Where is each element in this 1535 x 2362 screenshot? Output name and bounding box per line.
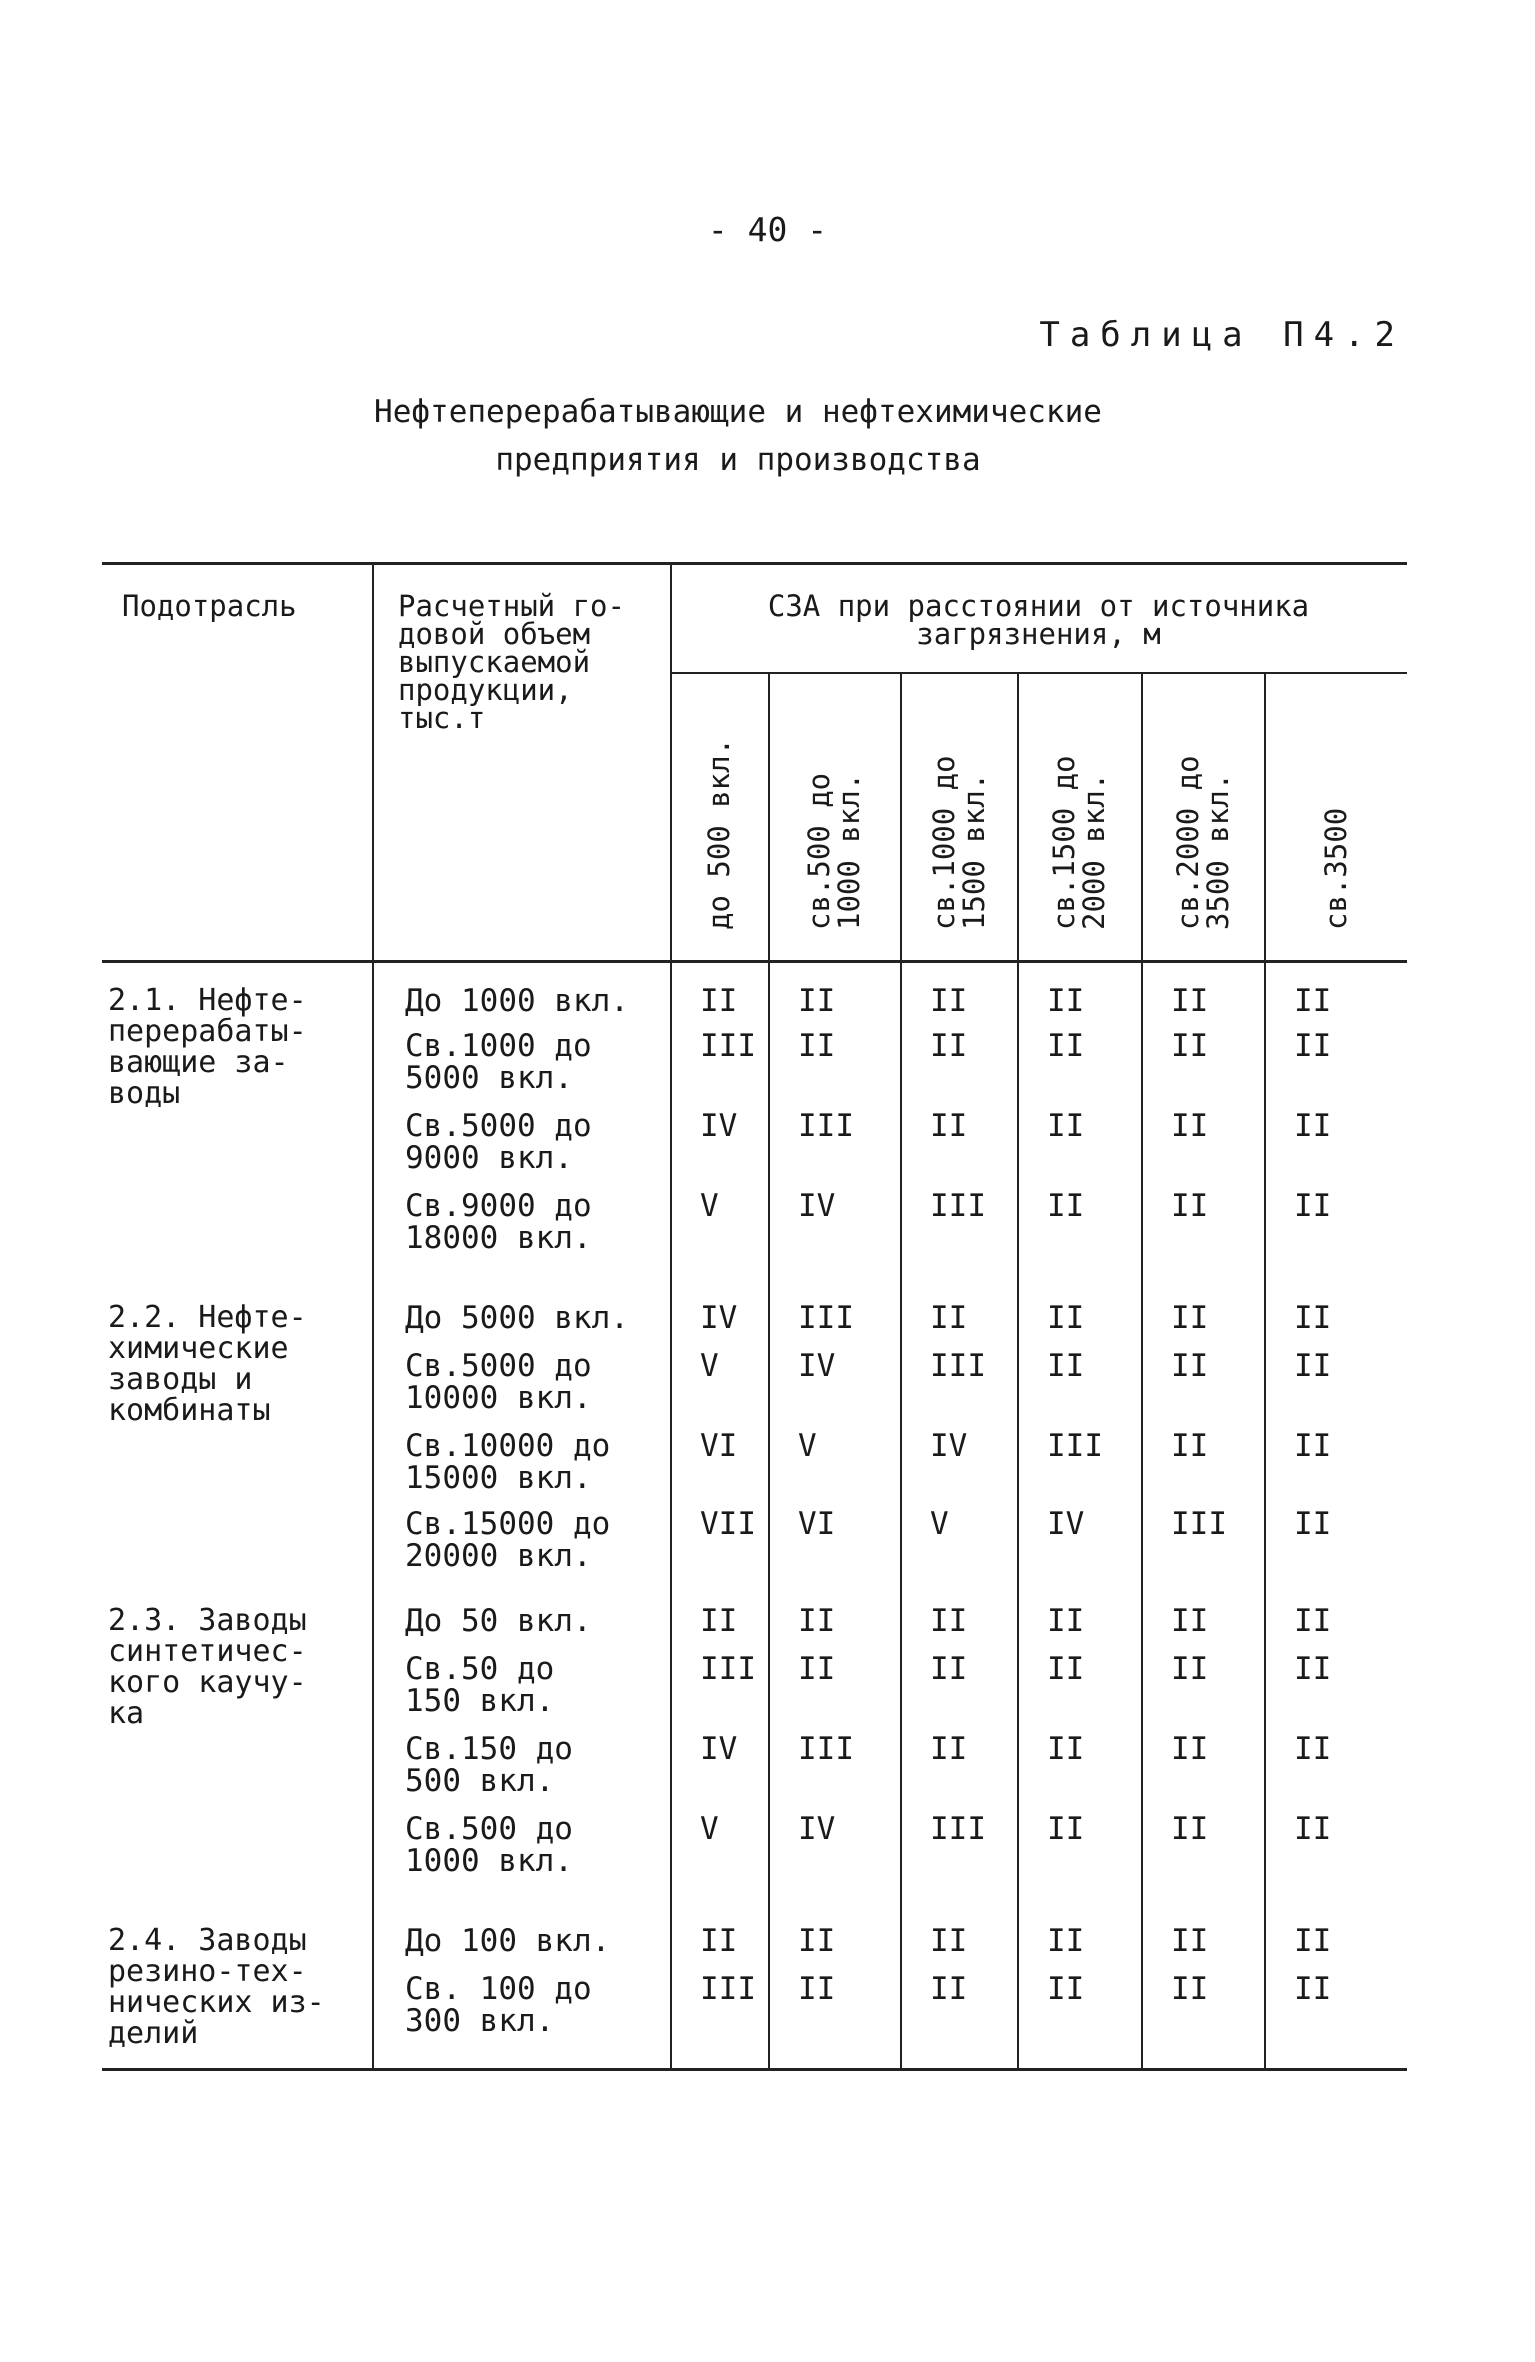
hazard-class-cell: IV xyxy=(700,1108,738,1144)
hazard-class-cell: II xyxy=(700,1923,738,1959)
hazard-class-cell: II xyxy=(798,1923,836,1959)
hazard-class-cell: II xyxy=(1171,1811,1209,1847)
hazard-class-cell: II xyxy=(700,983,738,1019)
hazard-class-cell: II xyxy=(700,1603,738,1639)
hazard-class-cell: II xyxy=(1047,1651,1085,1687)
header-sza xyxy=(670,589,1407,651)
header-volume-line: довой объем xyxy=(398,617,591,651)
table-label: Таблица П4.2 xyxy=(1039,315,1405,355)
header-volume-line: Расчетный го- xyxy=(398,589,625,623)
subsector-name-line: перерабаты- xyxy=(108,1014,307,1049)
hazard-class-cell: II xyxy=(798,1651,836,1687)
hazard-class-cell: III xyxy=(798,1300,854,1336)
volume-cell xyxy=(405,1733,675,1797)
volume-line: 150 вкл. xyxy=(405,1683,555,1719)
header-distance-line: 3500 вкл. xyxy=(1200,772,1235,930)
header-distance-line: св.1000 до xyxy=(926,755,961,930)
hazard-class-cell: II xyxy=(1294,1428,1332,1464)
hazard-class-cell: II xyxy=(1294,1300,1332,1336)
hazard-class-cell: III xyxy=(700,1028,756,1064)
hazard-class-cell: II xyxy=(1047,1300,1085,1336)
header-distance-line: 1000 вкл. xyxy=(832,772,866,930)
subsector-name xyxy=(108,1302,363,1426)
header-bottom-rule xyxy=(102,960,1407,963)
hazard-class-cell: II xyxy=(1171,1348,1209,1384)
hazard-class-cell: II xyxy=(930,1923,968,1959)
hazard-class-cell: III xyxy=(930,1348,986,1384)
header-subsector: Подотрасль xyxy=(122,589,297,623)
hazard-class-cell: II xyxy=(1294,1651,1332,1687)
volume-line: До 50 вкл. xyxy=(405,1603,592,1639)
table-title-line: Нефтеперерабатывающие и нефтехимические xyxy=(374,394,1102,430)
header-sza-line: загрязнения, м xyxy=(916,617,1161,651)
volume-cell xyxy=(405,1973,675,2037)
header-distance-line: 2000 вкл. xyxy=(1077,772,1111,930)
hazard-class-cell: II xyxy=(1047,1603,1085,1639)
column-divider xyxy=(1141,672,1143,2068)
volume-line: 10000 вкл. xyxy=(405,1380,592,1416)
hazard-class-cell: II xyxy=(1294,1108,1332,1144)
volume-line: Св.1000 до xyxy=(405,1028,592,1064)
hazard-class-cell: VI xyxy=(700,1428,738,1464)
subsector-name-line: ка xyxy=(108,1696,145,1731)
hazard-class-cell: II xyxy=(930,1731,968,1767)
volume-line: До 1000 вкл. xyxy=(405,983,629,1019)
header-distance xyxy=(804,773,864,930)
hazard-class-cell: III xyxy=(930,1811,986,1847)
hazard-class-cell: V xyxy=(700,1188,719,1224)
volume-line: До 100 вкл. xyxy=(405,1923,611,1959)
header-distance-line: св.1500 до xyxy=(1047,755,1081,930)
volume-cell xyxy=(405,1508,675,1572)
header-volume-line: продукции, xyxy=(398,673,573,707)
hazard-class-cell: II xyxy=(1294,983,1332,1019)
hazard-class-cell: II xyxy=(930,1300,968,1336)
hazard-class-cell: III xyxy=(1171,1506,1227,1542)
volume-cell xyxy=(405,1653,675,1717)
hazard-class-cell: V xyxy=(700,1348,719,1384)
hazard-class-cell: II xyxy=(1171,1651,1209,1687)
header-distance xyxy=(926,755,991,930)
subsector-name-line: 2.4. Заводы xyxy=(108,1923,307,1958)
volume-line: Св.15000 до xyxy=(405,1506,611,1542)
subsector-name-line: комбинаты xyxy=(108,1393,271,1428)
header-distance xyxy=(1318,807,1353,930)
hazard-class-cell: II xyxy=(930,983,968,1019)
hazard-class-cell: II xyxy=(1047,1731,1085,1767)
header-distance-line: св.2000 до xyxy=(1170,755,1205,930)
table-title xyxy=(0,388,1476,484)
hazard-class-cell: II xyxy=(930,1651,968,1687)
hazard-class-cell: II xyxy=(798,983,836,1019)
header-distance-line: св.3500 xyxy=(1318,807,1353,930)
subsector-name xyxy=(108,1925,363,2049)
volume-line: Св.500 до xyxy=(405,1811,573,1847)
subsector-name-line: нических из- xyxy=(108,1985,325,2020)
table-bottom-rule xyxy=(102,2068,1407,2071)
volume-line: Св.5000 до xyxy=(405,1108,592,1144)
hazard-class-cell: II xyxy=(1171,1108,1209,1144)
header-distance-line: до 500 вкл. xyxy=(702,737,736,930)
subsector-name-line: 2.3. Заводы xyxy=(108,1603,307,1638)
hazard-class-cell: III xyxy=(700,1651,756,1687)
hazard-class-cell: II xyxy=(1171,1923,1209,1959)
subsector-name-line: делий xyxy=(108,2016,199,2051)
page-number: - 40 - xyxy=(707,210,828,249)
volume-line: 1000 вкл. xyxy=(405,1843,573,1879)
header-sza-line: СЗА при расстоянии от источника xyxy=(767,589,1310,623)
subsector-name-line: воды xyxy=(108,1076,181,1111)
hazard-class-cell: II xyxy=(1047,1108,1085,1144)
hazard-class-cell: V xyxy=(798,1428,817,1464)
header-distance xyxy=(704,738,734,930)
column-divider xyxy=(768,672,770,2068)
volume-cell xyxy=(405,1190,675,1254)
hazard-class-cell: II xyxy=(1294,1188,1332,1224)
hazard-class-cell: V xyxy=(930,1506,949,1542)
hazard-class-cell: II xyxy=(1294,1348,1332,1384)
volume-line: Св.150 до xyxy=(405,1731,573,1767)
hazard-class-cell: IV xyxy=(930,1428,968,1464)
volume-line: Св.10000 до xyxy=(405,1428,611,1464)
hazard-class-cell: III xyxy=(798,1731,854,1767)
subsector-name-line: заводы и xyxy=(108,1362,253,1397)
hazard-class-cell: II xyxy=(1171,1603,1209,1639)
hazard-class-cell: II xyxy=(930,1028,968,1064)
volume-line: 5000 вкл. xyxy=(405,1060,573,1096)
volume-line: 300 вкл. xyxy=(405,2003,555,2039)
hazard-class-cell: II xyxy=(1171,983,1209,1019)
hazard-class-cell: II xyxy=(1047,1923,1085,1959)
hazard-class-cell: II xyxy=(1171,1731,1209,1767)
hazard-class-cell: II xyxy=(1171,1300,1209,1336)
hazard-class-cell: II xyxy=(1047,1348,1085,1384)
hazard-class-cell: II xyxy=(1294,1731,1332,1767)
volume-line: 500 вкл. xyxy=(405,1763,555,1799)
hazard-class-cell: II xyxy=(1294,1923,1332,1959)
table-top-rule xyxy=(102,562,1407,565)
subsector-name-line: резино-тех- xyxy=(108,1954,307,1989)
hazard-class-cell: IV xyxy=(798,1348,836,1384)
volume-line: До 5000 вкл. xyxy=(405,1300,629,1336)
subsector-name-line: 2.1. Нефте- xyxy=(108,983,307,1018)
hazard-class-cell: II xyxy=(1294,1506,1332,1542)
hazard-class-cell: II xyxy=(1047,1028,1085,1064)
hazard-class-cell: VII xyxy=(700,1506,756,1542)
hazard-class-cell: II xyxy=(1294,1028,1332,1064)
hazard-class-cell: II xyxy=(930,1971,968,2007)
subsector-name-line: вающие за- xyxy=(108,1045,289,1080)
volume-cell xyxy=(405,1813,675,1877)
table-title-line: предприятия и производства xyxy=(495,442,981,478)
hazard-class-cell: II xyxy=(798,1971,836,2007)
hazard-class-cell: II xyxy=(930,1603,968,1639)
subsector-name-line: 2.2. Нефте- xyxy=(108,1300,307,1335)
volume-cell xyxy=(405,985,675,1017)
subsector-name-line: синтетичес- xyxy=(108,1634,307,1669)
subsector-name-line: химические xyxy=(108,1331,289,1366)
volume-cell xyxy=(405,1302,675,1334)
hazard-class-cell: IV xyxy=(798,1811,836,1847)
hazard-class-cell: II xyxy=(1294,1971,1332,2007)
hazard-class-cell: V xyxy=(700,1811,719,1847)
hazard-class-cell: III xyxy=(700,1971,756,2007)
volume-line: Св.50 до xyxy=(405,1651,555,1687)
column-divider xyxy=(1017,672,1019,2068)
hazard-class-cell: II xyxy=(1171,1971,1209,2007)
hazard-class-cell: II xyxy=(1171,1428,1209,1464)
hazard-class-cell: VI xyxy=(798,1506,836,1542)
hazard-class-cell: II xyxy=(1171,1188,1209,1224)
hazard-class-cell: II xyxy=(798,1028,836,1064)
hazard-class-cell: III xyxy=(930,1188,986,1224)
header-volume-line: выпускаемой xyxy=(398,645,591,679)
header-divider-rule xyxy=(670,672,1407,674)
hazard-class-cell: II xyxy=(1294,1603,1332,1639)
header-volume-line: тыс.т xyxy=(398,701,486,735)
hazard-class-cell: II xyxy=(1047,983,1085,1019)
volume-cell xyxy=(405,1605,675,1637)
hazard-class-cell: II xyxy=(930,1108,968,1144)
hazard-class-cell: II xyxy=(1171,1028,1209,1064)
hazard-class-cell: II xyxy=(1047,1188,1085,1224)
volume-line: Св.5000 до xyxy=(405,1348,592,1384)
volume-line: Св.9000 до xyxy=(405,1188,592,1224)
volume-line: 18000 вкл. xyxy=(405,1220,592,1256)
header-distance-line: св.500 до xyxy=(802,772,836,930)
volume-cell xyxy=(405,1350,675,1414)
hazard-class-cell: IV xyxy=(700,1300,738,1336)
hazard-class-cell: II xyxy=(798,1603,836,1639)
hazard-class-cell: II xyxy=(1047,1811,1085,1847)
column-divider xyxy=(900,672,902,2068)
hazard-class-cell: III xyxy=(1047,1428,1103,1464)
hazard-class-cell: II xyxy=(1047,1971,1085,2007)
header-distance-line: 1500 вкл. xyxy=(956,772,991,930)
volume-line: 9000 вкл. xyxy=(405,1140,573,1176)
column-divider xyxy=(1264,672,1266,2068)
subsector-name-line: кого каучу- xyxy=(108,1665,307,1700)
hazard-class-cell: IV xyxy=(798,1188,836,1224)
volume-line: 15000 вкл. xyxy=(405,1460,592,1496)
hazard-class-cell: III xyxy=(798,1108,854,1144)
header-distance xyxy=(1170,755,1235,930)
header-volume xyxy=(398,589,658,735)
volume-cell xyxy=(405,1030,675,1094)
volume-line: 20000 вкл. xyxy=(405,1538,592,1574)
volume-line: Св. 100 до xyxy=(405,1971,592,2007)
volume-cell xyxy=(405,1430,675,1494)
hazard-class-cell: II xyxy=(1294,1811,1332,1847)
volume-cell xyxy=(405,1110,675,1174)
hazard-class-cell: IV xyxy=(1047,1506,1085,1542)
subsector-name xyxy=(108,1605,363,1729)
header-distance xyxy=(1049,755,1109,930)
volume-cell xyxy=(405,1925,675,1957)
subsector-name xyxy=(108,985,363,1109)
column-divider xyxy=(372,562,374,2068)
hazard-class-cell: IV xyxy=(700,1731,738,1767)
